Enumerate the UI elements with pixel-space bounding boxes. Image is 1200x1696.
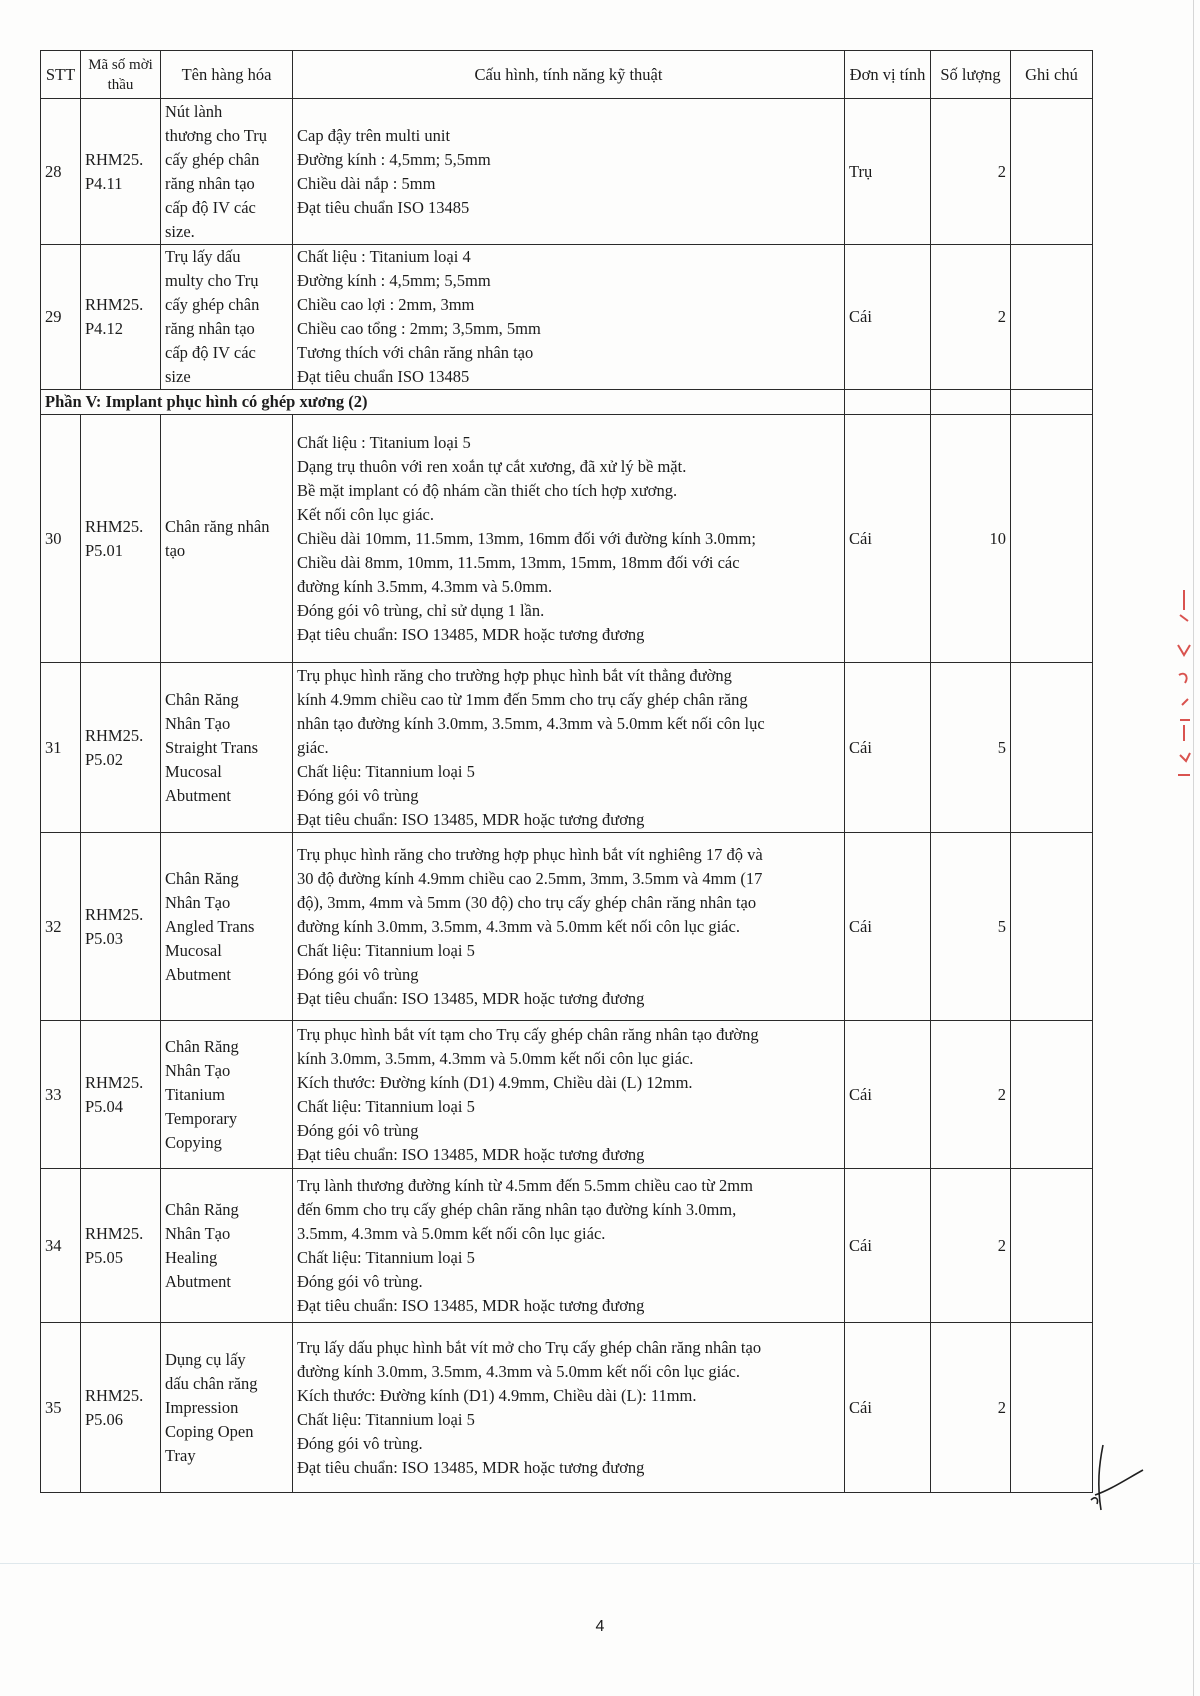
row-spec [293, 833, 845, 1021]
row-note [1011, 1169, 1093, 1323]
row-name-line: Chân Răng [165, 1199, 239, 1219]
row-code [81, 663, 161, 833]
row-stt: 30 [41, 415, 81, 663]
row-name-line: Abutment [165, 964, 231, 984]
header-spec: Cấu hình, tính năng kỹ thuật [293, 51, 845, 99]
row-name-line: răng nhân tạo [165, 173, 255, 193]
row-name-line: Temporary [165, 1108, 238, 1128]
row-code-line: RHM25. [85, 1385, 144, 1405]
row-name-line: Impression [165, 1397, 239, 1417]
row-name-line: multy cho Trụ [165, 271, 259, 290]
row-name-line: Mucosal [165, 761, 222, 781]
row-code-line: RHM25. [85, 725, 144, 745]
row-spec-line: Đường kính : 4,5mm; 5,5mm [297, 271, 491, 290]
row-name [161, 415, 293, 663]
row-note [1011, 245, 1093, 390]
row-qty: 5 [931, 663, 1011, 833]
bid-items-table [40, 50, 1093, 1493]
row-note [1011, 99, 1093, 245]
row-spec-line: kính 3.0mm, 3.5mm, 4.3mm và 5.0mm kết nối côn lục giác. [297, 1048, 694, 1068]
row-name-line: Coping Open [165, 1421, 254, 1441]
section-row [41, 390, 1093, 415]
row-name-line: cấp độ IV các [165, 343, 256, 362]
row-name-line: Abutment [165, 785, 231, 805]
row-name-line: Tray [165, 1445, 196, 1465]
row-spec-line: Bề mặt implant có độ nhám cần thiết cho tích hợp xương. [297, 480, 678, 500]
row-unit: Trụ [845, 99, 931, 245]
row-stt: 34 [41, 1169, 81, 1323]
row-name-line: Trụ lấy dấu [165, 247, 241, 266]
table-row [41, 245, 1093, 390]
row-spec-line: Đạt tiêu chuẩn ISO 13485 [297, 197, 470, 217]
row-spec-line: Đạt tiêu chuẩn: ISO 13485, MDR hoặc tương đương [297, 624, 645, 644]
row-spec-line: Chất liệu: Titannium loại 5 [297, 940, 475, 960]
row-qty: 2 [931, 99, 1011, 245]
row-name-line: răng nhân tạo [165, 319, 255, 338]
row-spec-line: đến 6mm cho trụ cấy ghép chân răng nhân tạo đường kính 3.0mm, [297, 1199, 737, 1219]
row-code-line: P5.02 [85, 749, 124, 769]
row-qty: 2 [931, 1021, 1011, 1169]
row-spec-line: Chiều dài 8mm, 10mm, 11.5mm, 13mm, 15mm, 18mm đối với các [297, 552, 740, 572]
row-code-line: P4.11 [85, 173, 123, 193]
row-unit: Cái [845, 1169, 931, 1323]
row-spec-line: Đạt tiêu chuẩn ISO 13485 [297, 367, 470, 386]
row-code [81, 1323, 161, 1493]
row-name-line: size. [165, 221, 195, 241]
row-note [1011, 663, 1093, 833]
row-note [1011, 833, 1093, 1021]
section-empty-cell [1011, 390, 1093, 415]
row-name-line: Straight Trans [165, 737, 259, 757]
header-code: Mã số mời thầu [81, 51, 161, 99]
row-spec [293, 663, 845, 833]
row-spec-line: Chất liệu: Titannium loại 5 [297, 761, 475, 781]
row-spec-line: 30 độ đường kính 4.9mm chiều cao 2.5mm, 3mm, 3.5mm và 4mm (17 [297, 868, 763, 888]
row-spec-line: Đạt tiêu chuẩn: ISO 13485, MDR hoặc tương đương [297, 1295, 645, 1315]
row-spec-line: Chất liệu: Titannium loại 5 [297, 1409, 475, 1429]
row-spec-line: Chiều dài 10mm, 11.5mm, 13mm, 16mm đối với đường kính 3.0mm; [297, 528, 756, 548]
page-edge [1193, 0, 1194, 1696]
row-code [81, 833, 161, 1021]
row-name-line: Copying [165, 1132, 222, 1152]
row-spec [293, 1021, 845, 1169]
row-code-line: P5.03 [85, 928, 124, 948]
row-name-line: Chân Răng [165, 689, 239, 709]
row-spec-line: Kích thước: Đường kính (D1) 4.9mm, Chiều dài (L) 12mm. [297, 1072, 693, 1092]
row-code-line: P5.06 [85, 1409, 124, 1429]
row-code-line: RHM25. [85, 516, 144, 536]
row-name-line: Nhân Tạo [165, 1060, 231, 1080]
footer-rule [0, 1563, 1200, 1564]
row-name [161, 663, 293, 833]
table-row [41, 833, 1093, 1021]
part5-rows [41, 415, 1093, 1493]
row-spec-line: Trụ lấy dấu phục hình bắt vít mở cho Trụ cấy ghép chân răng nhân tạo [297, 1337, 762, 1357]
row-qty: 10 [931, 415, 1011, 663]
header-stt: STT [41, 51, 81, 99]
row-code-line: P5.05 [85, 1247, 124, 1267]
row-name-line: tạo [165, 540, 186, 560]
row-name-line: Nhân Tạo [165, 713, 231, 733]
row-name-line: Titanium [165, 1084, 225, 1104]
row-spec-line: Đạt tiêu chuẩn: ISO 13485, MDR hoặc tương đương [297, 1457, 645, 1477]
signature-mark [1085, 1440, 1145, 1520]
header-note: Ghi chú [1011, 51, 1093, 99]
row-name-line: size [165, 367, 191, 386]
row-name-line: Angled Trans [165, 916, 255, 936]
part4-rows [41, 99, 1093, 390]
row-spec [293, 1169, 845, 1323]
row-name-line: Mucosal [165, 940, 222, 960]
section-part5 [41, 390, 1093, 415]
row-name-line: cấy ghép chân [165, 295, 260, 314]
row-stt: 35 [41, 1323, 81, 1493]
row-qty: 2 [931, 1323, 1011, 1493]
row-code [81, 415, 161, 663]
row-stt: 28 [41, 99, 81, 245]
header-unit: Đơn vị tính [845, 51, 931, 99]
row-note [1011, 415, 1093, 663]
row-spec-line: nhân tạo đường kính 3.0mm, 3.5mm, 4.3mm và 5.0mm kết nối côn lục [297, 713, 765, 733]
row-name [161, 1169, 293, 1323]
row-spec-line: Đạt tiêu chuẩn: ISO 13485, MDR hoặc tương đương [297, 988, 645, 1008]
row-spec-line: Đóng gói vô trùng. [297, 1271, 423, 1291]
row-spec [293, 1323, 845, 1493]
table-row [41, 1021, 1093, 1169]
row-code-line: RHM25. [85, 295, 144, 314]
table-row [41, 1169, 1093, 1323]
row-spec-line: Đạt tiêu chuẩn: ISO 13485, MDR hoặc tương đương [297, 809, 645, 829]
row-name-line: Chân răng nhân [165, 516, 270, 536]
row-spec-line: Trụ phục hình răng cho trường hợp phục hình bắt vít nghiêng 17 độ và [297, 844, 763, 864]
row-spec-line: độ), 3mm, 4mm và 5mm (30 độ) cho trụ cấy ghép chân răng nhân tạo [297, 892, 757, 912]
row-spec-line: Cap đậy trên multi unit [297, 125, 451, 145]
row-qty: 2 [931, 245, 1011, 390]
table-header-row [41, 51, 1093, 99]
row-stt: 31 [41, 663, 81, 833]
row-name-line: Chân Răng [165, 1036, 239, 1056]
row-stt: 33 [41, 1021, 81, 1169]
row-spec-line: kính 4.9mm chiều cao từ 1mm đến 5mm cho trụ cấy ghép chân răng [297, 689, 748, 709]
row-unit: Cái [845, 663, 931, 833]
section-empty-cell [931, 390, 1011, 415]
row-code [81, 245, 161, 390]
row-spec-line: Chất liệu : Titanium loại 5 [297, 432, 471, 452]
stamp-marks [1174, 585, 1194, 785]
row-name-line: Nút lành [165, 101, 223, 121]
row-code-line: RHM25. [85, 904, 144, 924]
row-name [161, 245, 293, 390]
row-name [161, 99, 293, 245]
row-unit: Cái [845, 1323, 931, 1493]
page-number: 4 [595, 1618, 605, 1635]
row-spec-line: Chất liệu: Titannium loại 5 [297, 1247, 475, 1267]
row-spec-line: Trụ phục hình răng cho trường hợp phục hình bắt vít thẳng đường [297, 665, 732, 685]
row-spec-line: Dạng trụ thuôn với ren xoắn tự cắt xương, đã xử lý bề mặt. [297, 456, 687, 476]
row-note [1011, 1021, 1093, 1169]
row-spec-line: Kích thước: Đường kính (D1) 4.9mm, Chiều dài (L): 11mm. [297, 1385, 697, 1405]
row-unit: Cái [845, 245, 931, 390]
row-name-line: Chân Răng [165, 868, 239, 888]
row-qty: 2 [931, 1169, 1011, 1323]
row-spec-line: Đạt tiêu chuẩn: ISO 13485, MDR hoặc tương đương [297, 1144, 645, 1164]
row-spec [293, 415, 845, 663]
section-empty-cell [845, 390, 931, 415]
row-note [1011, 1323, 1093, 1493]
row-spec-line: Chất liệu : Titanium loại 4 [297, 247, 471, 266]
row-spec-line: Kết nối côn lục giác. [297, 504, 434, 524]
row-code-line: P5.04 [85, 1096, 124, 1116]
section-title: Phần V: Implant phục hình có ghép xương (2) [41, 390, 845, 415]
table-row [41, 99, 1093, 245]
row-code-line: RHM25. [85, 149, 144, 169]
row-spec-line: Tương thích với chân răng nhân tạo [297, 343, 534, 362]
row-unit: Cái [845, 1021, 931, 1169]
row-spec-line: giác. [297, 737, 329, 757]
row-name-line: Healing [165, 1247, 218, 1267]
row-spec-line: đường kính 3.0mm, 3.5mm, 4.3mm và 5.0mm kết nối côn lục giác. [297, 916, 740, 936]
row-qty: 5 [931, 833, 1011, 1021]
row-spec-line: đường kính 3.0mm, 3.5mm, 4.3mm và 5.0mm kết nối côn lục giác. [297, 1361, 740, 1381]
row-spec-line: Đường kính : 4,5mm; 5,5mm [297, 149, 491, 169]
row-code-line: P5.01 [85, 540, 124, 560]
row-code-line: RHM25. [85, 1072, 144, 1092]
header-name: Tên hàng hóa [161, 51, 293, 99]
row-name-line: cấp độ IV các [165, 197, 256, 217]
row-name [161, 1323, 293, 1493]
row-name-line: Dụng cụ lấy [165, 1349, 246, 1369]
row-name [161, 833, 293, 1021]
row-name-line: dấu chân răng [165, 1373, 258, 1393]
row-spec [293, 99, 845, 245]
row-code-line: P4.12 [85, 319, 124, 338]
table-row [41, 415, 1093, 663]
row-spec [293, 245, 845, 390]
row-spec-line: Đóng gói vô trùng. [297, 1433, 423, 1453]
row-name-line: Nhân Tạo [165, 892, 231, 912]
row-name-line: thương cho Trụ [165, 125, 268, 145]
row-code [81, 1169, 161, 1323]
row-name-line: cấy ghép chân [165, 149, 260, 169]
row-name [161, 1021, 293, 1169]
row-stt: 32 [41, 833, 81, 1021]
row-unit: Cái [845, 415, 931, 663]
row-spec-line: Đóng gói vô trùng, chỉ sử dụng 1 lần. [297, 600, 545, 620]
row-spec-line: 3.5mm, 4.3mm và 5.0mm kết nối côn lục giác. [297, 1223, 606, 1243]
row-name-line: Abutment [165, 1271, 231, 1291]
row-spec-line: Đóng gói vô trùng [297, 1120, 419, 1140]
row-spec-line: đường kính 3.5mm, 4.3mm và 5.0mm. [297, 576, 553, 596]
row-stt: 29 [41, 245, 81, 390]
table-row [41, 1323, 1093, 1493]
row-unit: Cái [845, 833, 931, 1021]
row-spec-line: Chiều dài nắp : 5mm [297, 173, 436, 193]
row-code [81, 1021, 161, 1169]
row-spec-line: Đóng gói vô trùng [297, 964, 419, 984]
header-qty: Số lượng [931, 51, 1011, 99]
row-spec-line: Chiều cao tổng : 2mm; 3,5mm, 5mm [297, 319, 541, 338]
table-row [41, 663, 1093, 833]
row-code-line: RHM25. [85, 1223, 144, 1243]
row-spec-line: Trụ phục hình bắt vít tạm cho Trụ cấy ghép chân răng nhân tạo đường [297, 1024, 759, 1044]
row-name-line: Nhân Tạo [165, 1223, 231, 1243]
row-spec-line: Trụ lành thương đường kính từ 4.5mm đến 5.5mm chiều cao từ 2mm [297, 1175, 753, 1195]
row-code [81, 99, 161, 245]
row-spec-line: Đóng gói vô trùng [297, 785, 419, 805]
row-spec-line: Chiều cao lợi : 2mm, 3mm [297, 295, 475, 314]
row-spec-line: Chất liệu: Titannium loại 5 [297, 1096, 475, 1116]
